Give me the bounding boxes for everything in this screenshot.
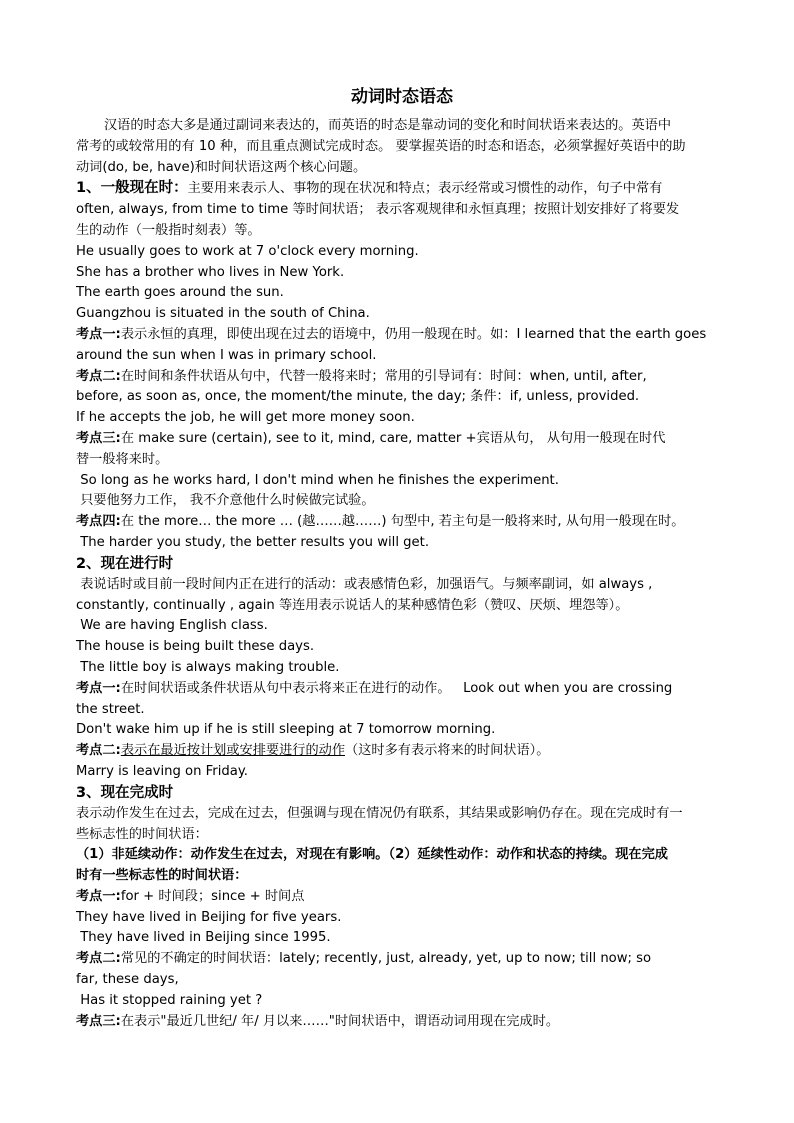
key-point-cont: 替一般将来时。	[76, 451, 169, 467]
key-point-label: 考点二:	[76, 951, 121, 967]
section-1-desc: 主要用来表示人、事物的现在状况和特点；表示经常或习惯性的动作，句子中常有	[187, 181, 663, 197]
key-point	[76, 679, 728, 700]
section-2-desc-line: constantly, continually , again 等连用表示说话人的某种感情色彩（赞叹、厌烦、埋怨等）。	[76, 597, 629, 613]
key-point-text: 在 make sure (certain), see to it, mind, care, matter +宾语从句， 从句用一般现在时代	[120, 430, 666, 446]
key-point-text: （这时多有表示将来的时间状语）。	[345, 743, 550, 759]
key-point-cont: the street.	[76, 701, 145, 717]
key-point-cont: far, these days,	[76, 972, 179, 988]
example-sentence: We are having English class.	[76, 618, 268, 634]
key-point	[76, 949, 728, 970]
example-sentence: They have lived in Beijing for five years.	[76, 909, 342, 925]
key-point-text: 在时间状语或条件状语从句中表示将来正在进行的动作。 Look out when you are crossing	[120, 680, 673, 696]
example-sentence: The little boy is always making trouble.	[76, 659, 340, 675]
key-point-label: 考点四:	[76, 514, 121, 530]
section-1-desc-line: often, always, from time to time 等时间状语； 表示客观规律和永恒真理；按照计划安排好了将要发	[76, 202, 680, 218]
example-sentence: So long as he works hard, I don't mind when he finishes the experiment.	[76, 472, 559, 488]
key-point	[76, 741, 728, 762]
key-point-text: 在 the more… the more … (越……越……) 句型中, 若主句是一般将来时, 从句用一般现在时。	[120, 514, 685, 530]
key-point	[76, 367, 728, 388]
key-point-text: 在表示"最近几世纪/ 年/ 月以来……"时间状语中，谓语动词用现在完成时。	[120, 1013, 560, 1029]
key-point	[76, 1012, 728, 1033]
section-1-heading-line	[76, 178, 728, 200]
example-sentence: Marry is leaving on Friday.	[76, 763, 248, 779]
key-point-underlined: 表示在最近按计划或安排要进行的动作	[120, 743, 346, 759]
section-3-heading: 3、现在完成时	[76, 784, 174, 801]
example-sentence: Guangzhou is situated in the south of China.	[76, 306, 370, 322]
example-sentence: Has it stopped raining yet ?	[76, 992, 263, 1008]
key-point-text: for + 时间段；since + 时间点	[120, 888, 305, 904]
example-sentence: The harder you study, the better results you will get.	[76, 534, 430, 550]
example-translation: 只要他努力工作， 我不介意他什么时候做完试验。	[76, 493, 375, 509]
intro-line: 汉语的时态大多是通过副词来表达的，而英语的时态是靠动词的变化和时间状语来表达的。英语中	[104, 118, 672, 133]
page-title: 动词时态语态	[351, 87, 453, 107]
example-sentence: They have lived in Beijing since 1995.	[76, 930, 331, 946]
section-1-desc-line: 生的动作（一般指时刻表）等。	[76, 222, 261, 238]
key-point-label: 考点二:	[76, 743, 121, 759]
key-point	[76, 325, 728, 346]
key-point-label: 考点三:	[76, 430, 121, 446]
section-3-bold-line: 时有一些标志性的时间状语：	[76, 868, 248, 884]
section-1-heading: 1、一般现在时：	[76, 180, 188, 197]
key-point-label: 考点三:	[76, 1013, 121, 1029]
key-point-label: 考点一:	[76, 680, 121, 696]
key-point-cont: before, as soon as, once, the moment/the minute, the day; 条件：if, unless, provided.	[76, 389, 640, 405]
section-3-desc-line: 表示动作发生在过去，完成在过去，但强调与现在情况仍有联系，其结果或影响仍存在。现在完成时有一	[76, 805, 683, 821]
example-sentence: The earth goes around the sun.	[76, 285, 284, 301]
intro-line: 常考的或较常用的有 10 种，而且重点测试完成时态。 要掌握英语的时态和语态，必须掌握好英语中的助	[76, 138, 686, 154]
example-sentence: She has a brother who lives in New York.	[76, 264, 345, 280]
key-point-label: 考点二:	[76, 368, 121, 384]
example-sentence: He usually goes to work at 7 o'clock every morning.	[76, 243, 419, 259]
key-point-label: 考点一:	[76, 888, 121, 904]
section-2-heading: 2、现在进行时	[76, 555, 174, 572]
key-point	[76, 429, 728, 450]
example-sentence: The house is being built these days.	[76, 639, 315, 655]
key-point	[76, 887, 728, 908]
key-point-text: 在时间和条件状语从句中，代替一般将来时；常用的引导词有：时间：when, until, after,	[120, 368, 647, 384]
section-2-desc-line: 表说话时或目前一段时间内正在进行的活动：或表感情色彩，加强语气。与频率副词，如 always ,	[76, 576, 653, 592]
example-sentence: Don't wake him up if he is still sleeping at 7 tomorrow morning.	[76, 722, 496, 738]
example-sentence: If he accepts the job, he will get more money soon.	[76, 410, 415, 426]
section-3-desc-line: 些标志性的时间状语：	[76, 826, 208, 842]
key-point-text: 常见的不确定的时间状语：lately; recently, just, already, yet, up to now; till now; so	[120, 951, 652, 967]
document-page	[76, 84, 728, 1032]
key-point-cont: around the sun when I was in primary school.	[76, 347, 377, 363]
key-point-text: 表示永恒的真理，即使出现在过去的语境中，仍用一般现在时。如：I learned that the earth goes	[120, 326, 707, 342]
key-point	[76, 512, 728, 533]
intro-line: 动词(do, be, have)和时间状语这两个核心问题。	[76, 159, 367, 175]
key-point-label: 考点一:	[76, 326, 121, 342]
section-3-bold-line: （1）非延续动作：动作发生在过去，对现在有影响。（2）延续性动作：动作和状态的持续。现在完成	[76, 847, 668, 863]
